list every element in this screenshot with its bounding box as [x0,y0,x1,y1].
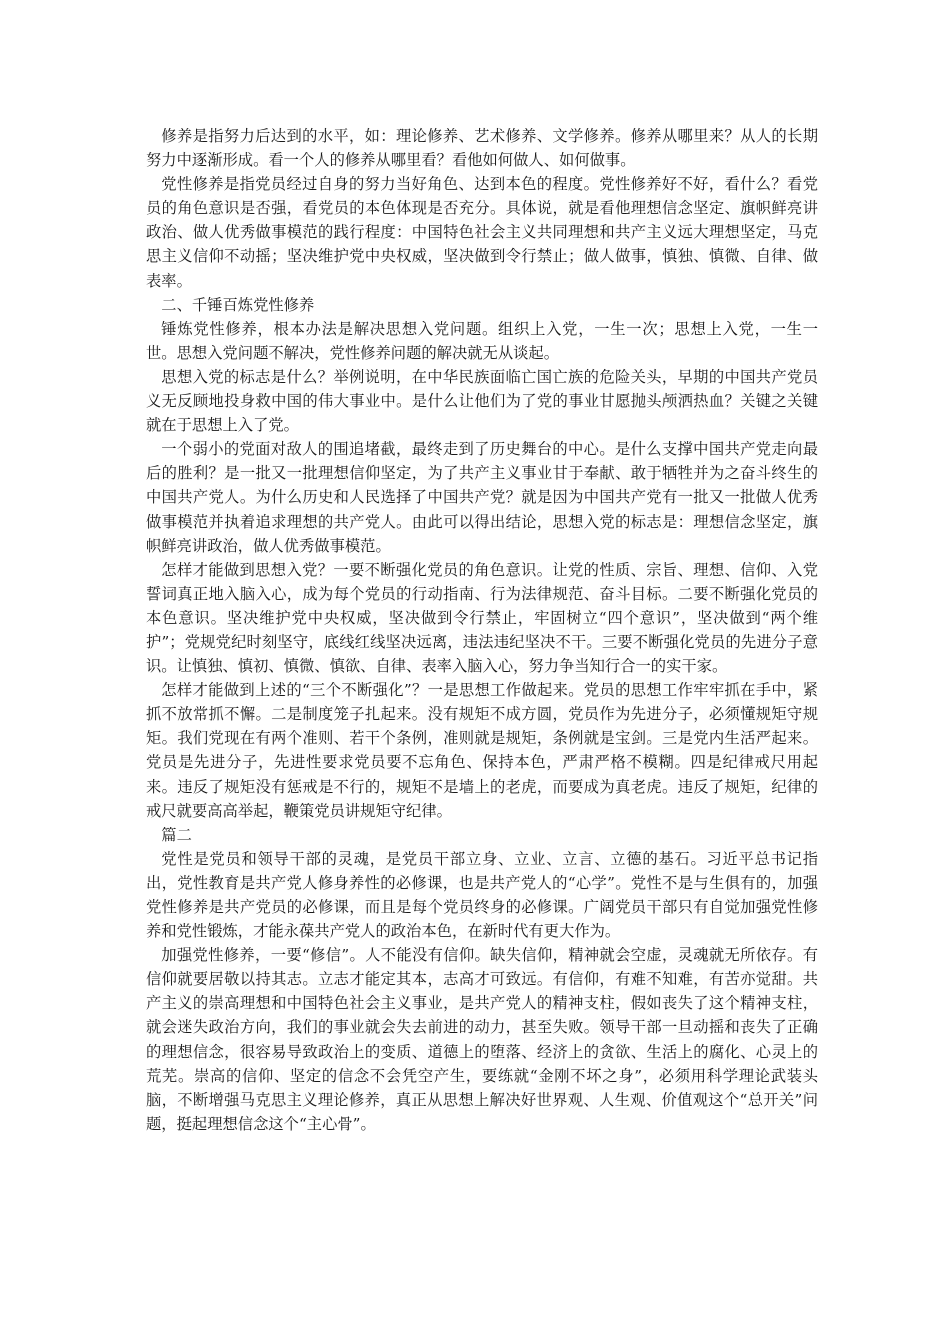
part-heading-2: 篇二 [161,825,192,844]
paragraph-party-spirit-definition: 党性修养是指党员经过自身的努力当好角色、达到本色的程度。党性修养好不好，看什么？看党员的角色意识是否强，看党员的本色体现是否充分。具体说，就是看他理想信念坚定、旗帜鲜亮讲政治、做人优秀做事模范的践行程度：中国特色社会主义共同理想和共产主义远大理想坚定，马克思主义信仰不动摇；坚决维护党中央权威，坚决做到令行禁止；做人做事，慎独、慎微、自律、做表率。 [146,175,818,290]
paragraph-cultivate-faith: 加强党性修养，一要“修信”。人不能没有信仰。缺失信仰，精神就会空虚，灵魂就无所依存。有信仰就要居敬以持其志。立志才能定其本，志高才可致远。有信仰，有难不知难，有苦亦觉甜。共产主义的崇高理想和中国特色社会主义事业，是共产党人的精神支柱，假如丧失了这个精神支柱，就会迷失政治方向，我们的事业就会失去前进的动力，甚至失败。领导干部一旦动摇和丧失了正确的理想信念，很容易导致政治上的变质、道德上的堕落、经济上的贪欲、生活上的腐化、心灵上的荒芜。崇高的信仰、坚定的信念不会凭空产生，要练就“金刚不坏之身”，必须用科学理论武装头脑，不断增强马克思主义理论修养，真正从思想上解决好世界观、人生观、价值观这个“总开关”问题，挺起理想信念这个“主心骨”。 [146,946,818,1133]
paragraph-three-strengthen: 怎样才能做到上述的“三个不断强化”？一是思想工作做起来。党员的思想工作牢牢抓在手中，紧抓不放常抓不懈。二是制度笼子扎起来。没有规矩不成方圆，党员作为先进分子，必须懂规矩守规矩。我们党现在有两个准则、若干个条例，准则就是规矩，条例就是宝剑。三是党内生活严起来。党员是先进分子，先进性要求党员要不忘角色、保持本色，严肃严格不模糊。四是纪律戒尺用起来。违反了规矩没有惩戒是不行的，规矩不是墙上的老虎，而要成为真老虎。违反了规矩，纪律的戒尺就要高高举起，鞭策党员讲规矩守纪律。 [146,681,818,820]
section-heading-2: 二、千锤百炼党性修养 [161,295,315,314]
document-page [146,124,818,1136]
paragraph-history-choice: 一个弱小的党面对敌人的围追堵截，最终走到了历史舞台的中心。是什么支撑中国共产党走向最后的胜利？是一批又一批理想信仰坚定，为了共产主义事业甘于奉献、敢于牺牲并为之奋斗终生的中国共产党人。为什么历史和人民选择了中国共产党？就是因为中国共产党有一批又一批做人优秀做事模范并执着追求理想的共产党人。由此可以得出结论，思想入党的标志是：理想信念坚定，旗帜鲜亮讲政治，做人优秀做事模范。 [146,440,818,555]
paragraph-ideological-joining: 锤炼党性修养，根本办法是解决思想入党问题。组织上入党，一生一次；思想上入党，一生一世。思想入党问题不解决，党性修养问题的解决就无从谈起。 [146,319,818,362]
paragraph-party-spirit-soul: 党性是党员和领导干部的灵魂，是党员干部立身、立业、立言、立德的基石。习近平总书记指出，党性教育是共产党人修身养性的必修课，也是共产党人的“心学”。党性不是与生俱有的，加强党性修养是共产党员的必修课，而且是每个党员终身的必修课。广阔党员干部只有自觉加强党性修养和党性锻炼，才能永葆共产党人的政治本色，在新时代有更大作为。 [146,849,818,941]
paragraph-cultivation-definition: 修养是指努力后达到的水平，如：理论修养、艺术修养、文学修养。修养从哪里来？从人的长期努力中逐渐形成。看一个人的修养从哪里看？看他如何做人、如何做事。 [146,127,818,170]
paragraph-joining-sign: 思想入党的标志是什么？举例说明，在中华民族面临亡国亡族的危险关头，早期的中国共产党员义无反顾地投身救中国的伟大事业中。是什么让他们为了党的事业甘愿抛头颅洒热血？关键之关键就在于思想上入了党。 [146,367,818,435]
paragraph-how-to-join: 怎样才能做到思想入党？一要不断强化党员的角色意识。让党的性质、宗旨、理想、信仰、入党誓词真正地入脑入心，成为每个党员的行动指南、行为法律规范、奋斗目标。二要不断强化党员的本色意识。坚决维护党中央权威，坚决做到令行禁止，牢固树立“四个意识”，坚决做到“两个维护”；党规党纪时刻坚守，底线红线坚决远离，违法违纪坚决不干。三要不断强化党员的先进分子意识。让慎独、慎初、慎微、慎欲、自律、表率入脑入心，努力争当知行合一的实干家。 [146,560,818,676]
